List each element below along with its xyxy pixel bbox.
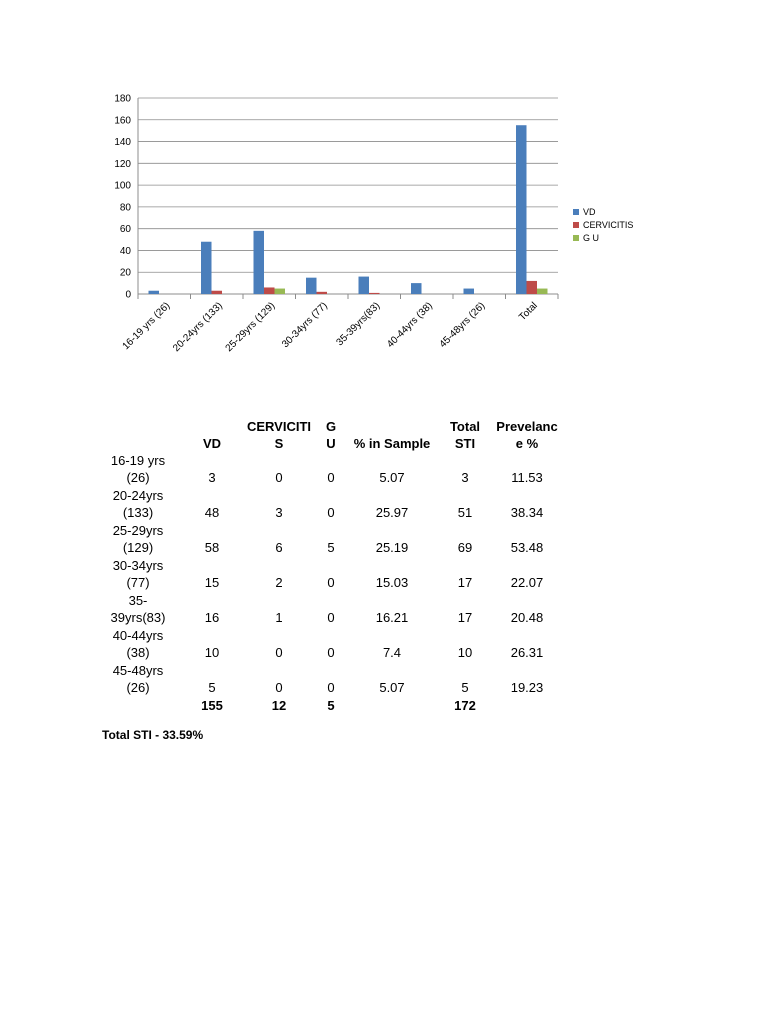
cell-gu: 0 [327,610,335,625]
cell-cerv: 0 [275,680,283,695]
cell-gu: 0 [327,680,335,695]
bar-vd [306,278,317,294]
y-tick-label: 60 [119,224,131,236]
y-tick-label: 20 [119,267,131,279]
total-cervicitis: 12 [271,698,287,713]
cell-pct: 25.97 [375,505,409,520]
cell-prev: 53.48 [510,540,544,555]
x-category-label: 30-34yrs (77) [280,300,330,351]
bar-vd [359,277,370,294]
header-total-sti: Total STI [449,419,481,451]
cell-total: 69 [457,540,473,555]
y-tick-label: 180 [114,93,131,105]
header-gu: G U [325,419,337,451]
y-tick-label: 140 [114,137,131,149]
cell-cerv: 0 [275,470,283,485]
cell-pct: 7.4 [382,645,402,660]
row-label: 20-24yrs (133) [112,488,164,520]
row-label: 25-29yrs (129) [112,523,164,555]
cell-vd: 15 [204,575,220,590]
total-vd: 155 [201,698,223,713]
bar-vd [464,289,475,294]
cell-vd: 58 [204,540,220,555]
cell-total: 17 [457,610,473,625]
legend-label: G U [583,233,600,243]
cell-pct: 5.07 [379,680,405,695]
cell-prev: 19.23 [510,680,544,695]
cell-cerv: 2 [275,575,283,590]
bar-cervicitis [212,291,223,294]
header-vd: VD [202,436,222,451]
cell-cerv: 0 [275,645,283,660]
bar-vd [149,291,160,294]
cell-total: 5 [461,680,469,695]
x-category-label: 40-44yrs (38) [385,300,435,351]
cell-total: 10 [457,645,473,660]
bar-g-u [537,289,548,294]
x-category-label: 20-24yrs (133) [171,300,225,355]
x-category-label: Total [517,300,540,324]
y-tick-label: 120 [114,158,131,170]
bar-cervicitis [527,281,538,294]
cell-cerv: 1 [275,610,283,625]
total-sti-note: Total STI - 33.59% [102,728,204,742]
cell-vd: 16 [204,610,220,625]
x-category-label: 45-48yrs (26) [437,300,488,351]
row-label: 30-34yrs (77) [112,558,164,590]
x-category-label: 35-39yrs(83) [334,300,383,349]
cell-cerv: 3 [275,505,283,520]
legend-swatch [573,209,579,215]
row-label: 16-19 yrs (26) [110,453,166,485]
bar-cervicitis [264,287,275,294]
cell-pct: 25.19 [375,540,409,555]
total-sti-count: 172 [454,698,476,713]
cell-total: 3 [461,470,469,485]
cell-gu: 0 [327,645,335,660]
y-tick-label: 0 [125,289,131,301]
x-category-label: 25-29yrs (129) [223,300,278,355]
header-pct-sample: % in Sample [353,436,431,451]
cell-pct: 16.21 [375,610,409,625]
cell-total: 51 [457,505,473,520]
row-label: 45-48yrs (26) [112,663,164,695]
bar-vd [201,242,212,294]
legend-swatch [573,222,579,228]
cell-pct: 5.07 [379,470,405,485]
cell-gu: 0 [327,505,335,520]
legend-label: CERVICITIS [583,220,634,230]
cell-vd: 48 [204,505,220,520]
cell-vd: 10 [204,645,220,660]
cell-prev: 11.53 [511,470,543,485]
cell-gu: 5 [327,540,335,555]
bar-vd [516,125,527,294]
x-category-label: 16-19 yrs (26) [120,300,173,353]
bar-vd [254,231,265,294]
cell-prev: 26.31 [510,645,544,660]
y-tick-label: 160 [114,115,131,127]
cell-vd: 5 [208,680,216,695]
y-tick-label: 80 [119,202,131,214]
cell-gu: 0 [327,470,335,485]
bar-g-u [275,289,286,294]
bar-vd [411,283,422,294]
row-label: 40-44yrs (38) [112,628,164,660]
cell-vd: 3 [208,470,216,485]
cell-total: 17 [457,575,473,590]
cell-prev: 22.07 [510,575,544,590]
row-label: 35- 39yrs(83) [110,593,166,625]
cell-prev: 38.34 [510,505,544,520]
cell-prev: 20.48 [510,610,544,625]
bar-cervicitis [317,292,328,294]
legend-swatch [573,235,579,241]
legend-label: VD [583,207,596,217]
header-prevalence: Prevelanc e % [496,419,558,451]
y-tick-label: 100 [114,180,131,192]
cell-gu: 0 [327,575,335,590]
bar-chart [0,0,768,400]
total-gu: 5 [327,698,335,713]
bar-cervicitis [369,293,380,294]
cell-pct: 15.03 [375,575,409,590]
header-cervicitis: CERVICITI S [246,419,312,451]
y-tick-label: 40 [119,245,131,257]
cell-cerv: 6 [275,540,283,555]
